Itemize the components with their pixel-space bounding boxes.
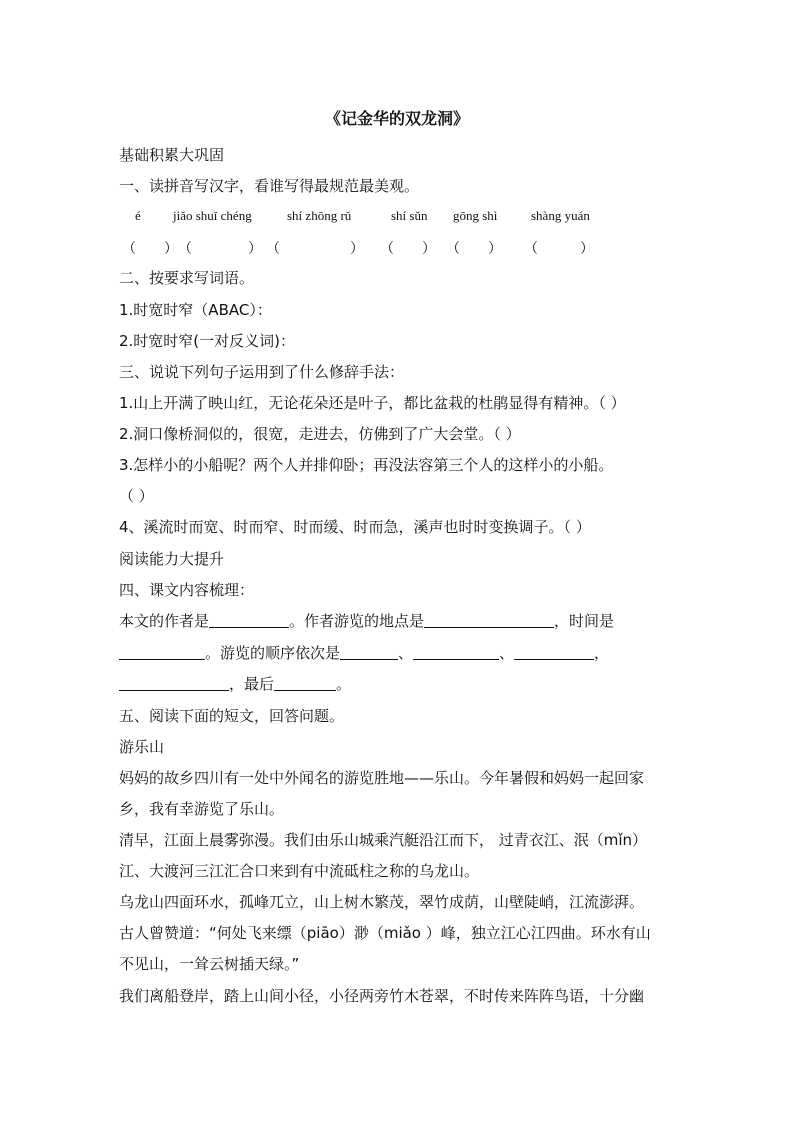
q3-item-3: 3.怎样小的小船呢？两个人并排仰卧；再没法容第三个人的这样小的小船。 bbox=[119, 456, 614, 474]
passage-text: 妈妈的故乡四川有一处中外闻名的游览胜地——乐山。今年暑假和妈妈一起回家 bbox=[119, 769, 645, 787]
q4-line-3 bbox=[119, 674, 679, 694]
q4-heading: 四、课文内容梳理： bbox=[119, 581, 255, 599]
q3-heading: 三、说说下列句子运用到了什么修辞手法： bbox=[119, 363, 405, 381]
answer-blank[interactable]: （ ） bbox=[178, 242, 262, 257]
q4-text: 、 bbox=[499, 644, 515, 662]
q4-text: 。游览的顺序依次是 bbox=[205, 644, 341, 662]
q4-text: ，最后 bbox=[229, 675, 275, 693]
passage-title: 游乐山 bbox=[119, 738, 165, 756]
q2-heading: 二、按要求写词语。 bbox=[119, 269, 255, 287]
pinyin-item: jiǎo shuǐ chéng bbox=[173, 208, 252, 223]
pinyin-item: gōng shì bbox=[453, 208, 498, 223]
q5-heading: 五、阅读下面的短文，回答问题。 bbox=[119, 707, 345, 725]
q4-text: 、 bbox=[398, 644, 414, 662]
passage-text: 我们离船登岸，踏上山间小径，小径两旁竹木苍翠，不时传来阵阵鸟语，十分幽 bbox=[119, 987, 645, 1005]
section-basic-heading: 基础积累大巩固 bbox=[119, 146, 225, 164]
answer-blank-row bbox=[0, 238, 794, 258]
answer-blank[interactable]: （ ） bbox=[122, 242, 178, 257]
q3-item-1: 1.山上开满了映山红，无论花朵还是叶子，都比盆栽的杜鹃显得有精神。（ ） bbox=[119, 394, 626, 412]
pinyin-item: shàng yuán bbox=[531, 208, 590, 223]
q4-line-2 bbox=[119, 643, 679, 663]
answer-blank[interactable]: （ ） bbox=[524, 242, 594, 257]
fill-in-blank[interactable] bbox=[119, 644, 205, 660]
q4-text: 。 bbox=[336, 675, 352, 693]
passage-text: 古人曾赞道：“何处飞来缥（piāo）渺（miǎo ）峰，独立江心江四曲。环水有山 bbox=[119, 924, 651, 942]
fill-in-blank[interactable] bbox=[340, 644, 398, 660]
passage-text: 清早，江面上晨雾弥漫。我们由乐山城乘汽艇沿江而下， 过青衣江、泯（mǐn） bbox=[119, 831, 648, 849]
q4-line-1 bbox=[119, 611, 679, 631]
passage-text: 乌龙山四面环水，孤峰兀立，山上树木繁茂，翠竹成荫，山壁陡峭，江流澎湃。 bbox=[119, 893, 645, 911]
fill-in-blank[interactable] bbox=[413, 644, 499, 660]
answer-blank[interactable]: （ ） bbox=[380, 242, 436, 257]
fill-in-blank[interactable] bbox=[514, 644, 594, 660]
q2-item-1: 1.时宽时窄（ABAC）： bbox=[119, 301, 272, 319]
section-reading-heading: 阅读能力大提升 bbox=[119, 550, 225, 568]
q4-text: 。作者游览的地点是 bbox=[289, 612, 425, 630]
pinyin-row bbox=[0, 208, 794, 228]
page-title: 《记金华的双龙洞》 bbox=[324, 109, 469, 128]
q1-heading: 一、读拼音写汉字，看谁写得最规范最美观。 bbox=[119, 177, 420, 195]
q3-item-4: 4、溪流时而宽、时而窄、时而缓、时而急，溪声也时时变换调子。（ ） bbox=[119, 518, 591, 536]
q4-text: 本文的作者是 bbox=[119, 612, 210, 630]
answer-blank[interactable]: （ ） bbox=[266, 242, 364, 257]
fill-in-blank[interactable] bbox=[274, 675, 336, 691]
fill-in-blank[interactable] bbox=[119, 675, 229, 691]
q4-text: ， bbox=[594, 644, 610, 662]
q4-text: ，时间是 bbox=[554, 612, 615, 630]
answer-blank[interactable]: （ ） bbox=[446, 242, 502, 257]
pinyin-item: é bbox=[135, 208, 141, 223]
fill-in-blank[interactable] bbox=[209, 612, 289, 628]
q3-item-3-answer: （ ） bbox=[119, 487, 154, 505]
pinyin-item: shí sǔn bbox=[391, 208, 428, 223]
q2-item-2: 2.时宽时窄(一对反义词)： bbox=[119, 332, 296, 350]
q3-item-2: 2.洞口像桥洞似的，很宽，走进去，仿佛到了广大会堂。（ ） bbox=[119, 425, 521, 443]
passage-text: 不见山，一耸云树插天绿。” bbox=[119, 955, 300, 973]
pinyin-item: shí zhōng rǔ bbox=[287, 208, 352, 223]
passage-text: 江、大渡河三江汇合口来到有中流砥柱之称的乌龙山。 bbox=[119, 862, 480, 880]
fill-in-blank[interactable] bbox=[424, 612, 554, 628]
passage-text: 乡，我有幸游览了乐山。 bbox=[119, 800, 285, 818]
